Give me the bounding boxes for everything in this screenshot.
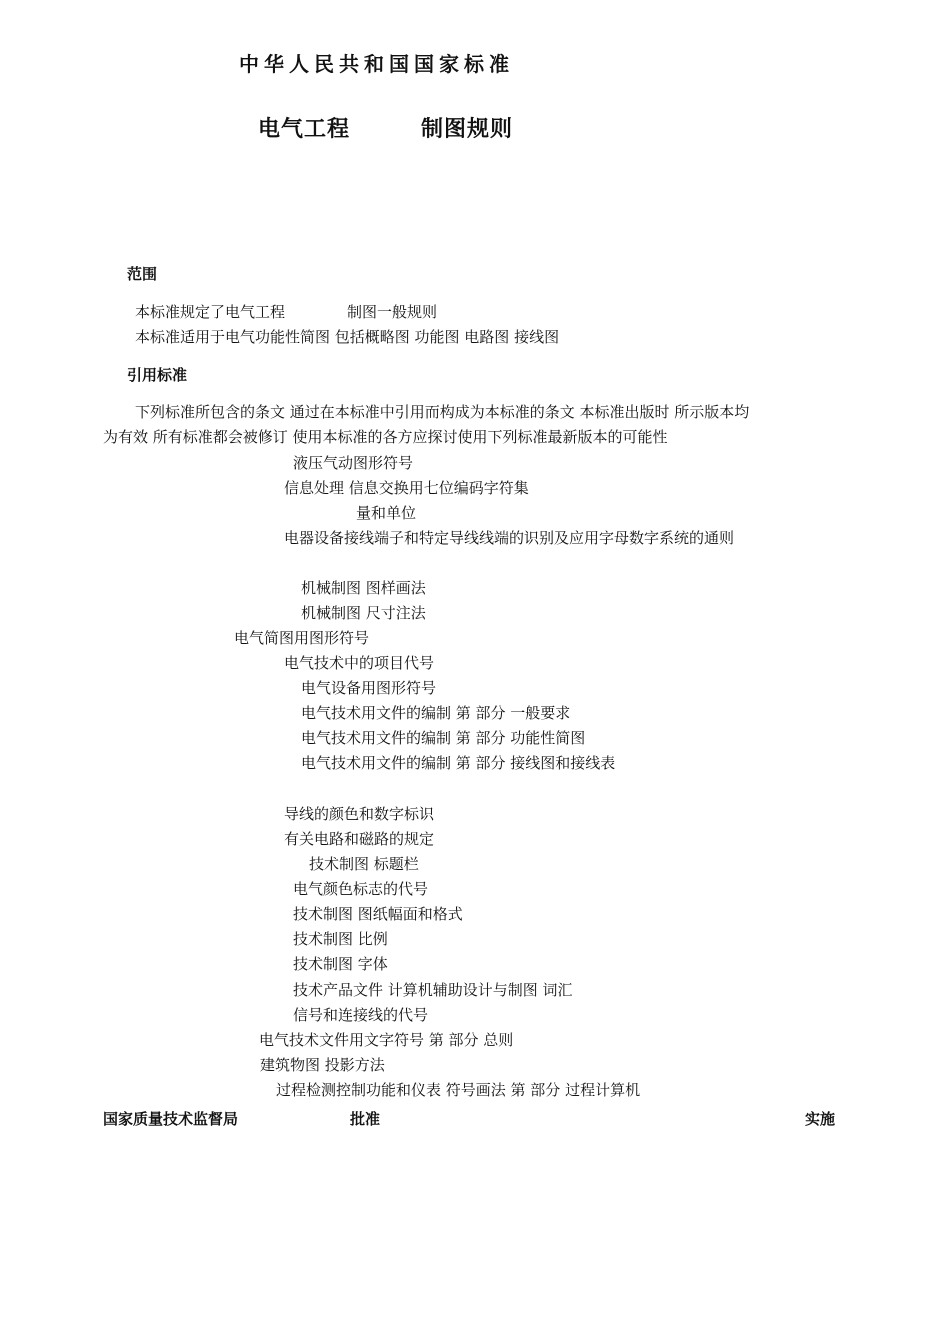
reference-item: 建筑物图 投影方法 — [260, 1056, 385, 1074]
document-title-part1: 电气工程 — [258, 117, 351, 142]
reference-item: 导线的颜色和数字标识 — [284, 805, 435, 823]
reference-item: 电气技术文件用文字符号 第 部分 总则 — [259, 1031, 514, 1049]
references-intro-line1: 下列标准所包含的条文 通过在本标准中引用而构成为本标准的条文 本标准出版时 所示版本均 — [135, 403, 750, 421]
references-intro-line2: 为有效 所有标准都会被修订 使用本标准的各方应探讨使用下列标准最新版本的可能性 — [103, 428, 668, 446]
scope-line1-a: 本标准规定了电气工程 — [135, 303, 286, 321]
reference-item: 信息处理 信息交换用七位编码字符集 — [284, 479, 529, 497]
reference-item: 量和单位 — [356, 504, 417, 522]
national-standard-label: 中华人民共和国国家标准 — [239, 52, 514, 76]
reference-item: 电气技术用文件的编制 第 部分 一般要求 — [301, 704, 571, 722]
reference-item: 技术产品文件 计算机辅助设计与制图 词汇 — [293, 981, 573, 999]
scope-heading: 范围 — [127, 265, 158, 283]
reference-item: 电气技术中的项目代号 — [284, 654, 435, 672]
reference-item: 技术制图 字体 — [293, 955, 388, 973]
reference-item: 电气设备用图形符号 — [301, 679, 437, 697]
reference-item: 电气颜色标志的代号 — [293, 880, 429, 898]
reference-item: 液压气动图形符号 — [293, 454, 414, 472]
reference-item: 机械制图 尺寸注法 — [301, 604, 426, 622]
issuer-label: 国家质量技术监督局 — [103, 1110, 239, 1128]
scope-line2: 本标准适用于电气功能性简图 包括概略图 功能图 电路图 接线图 — [135, 328, 560, 346]
reference-item: 信号和连接线的代号 — [293, 1006, 429, 1024]
document-title-part2: 制图规则 — [421, 117, 514, 142]
implement-label: 实施 — [805, 1110, 836, 1128]
reference-item: 电气简图用图形符号 — [234, 629, 370, 647]
scope-line1-b: 制图一般规则 — [347, 303, 438, 321]
reference-item: 有关电路和磁路的规定 — [284, 830, 435, 848]
reference-item: 机械制图 图样画法 — [301, 579, 426, 597]
references-heading: 引用标准 — [127, 366, 188, 384]
reference-item: 过程检测控制功能和仪表 符号画法 第 部分 过程计算机 — [276, 1081, 641, 1099]
reference-item: 电气技术用文件的编制 第 部分 接线图和接线表 — [301, 754, 616, 772]
reference-item: 技术制图 图纸幅面和格式 — [293, 905, 463, 923]
reference-item: 技术制图 比例 — [293, 930, 388, 948]
approve-label: 批准 — [350, 1110, 381, 1128]
reference-item: 电器设备接线端子和特定导线线端的识别及应用字母数字系统的通则 — [284, 529, 735, 547]
reference-item: 电气技术用文件的编制 第 部分 功能性简图 — [301, 729, 586, 747]
reference-item: 技术制图 标题栏 — [309, 855, 419, 873]
